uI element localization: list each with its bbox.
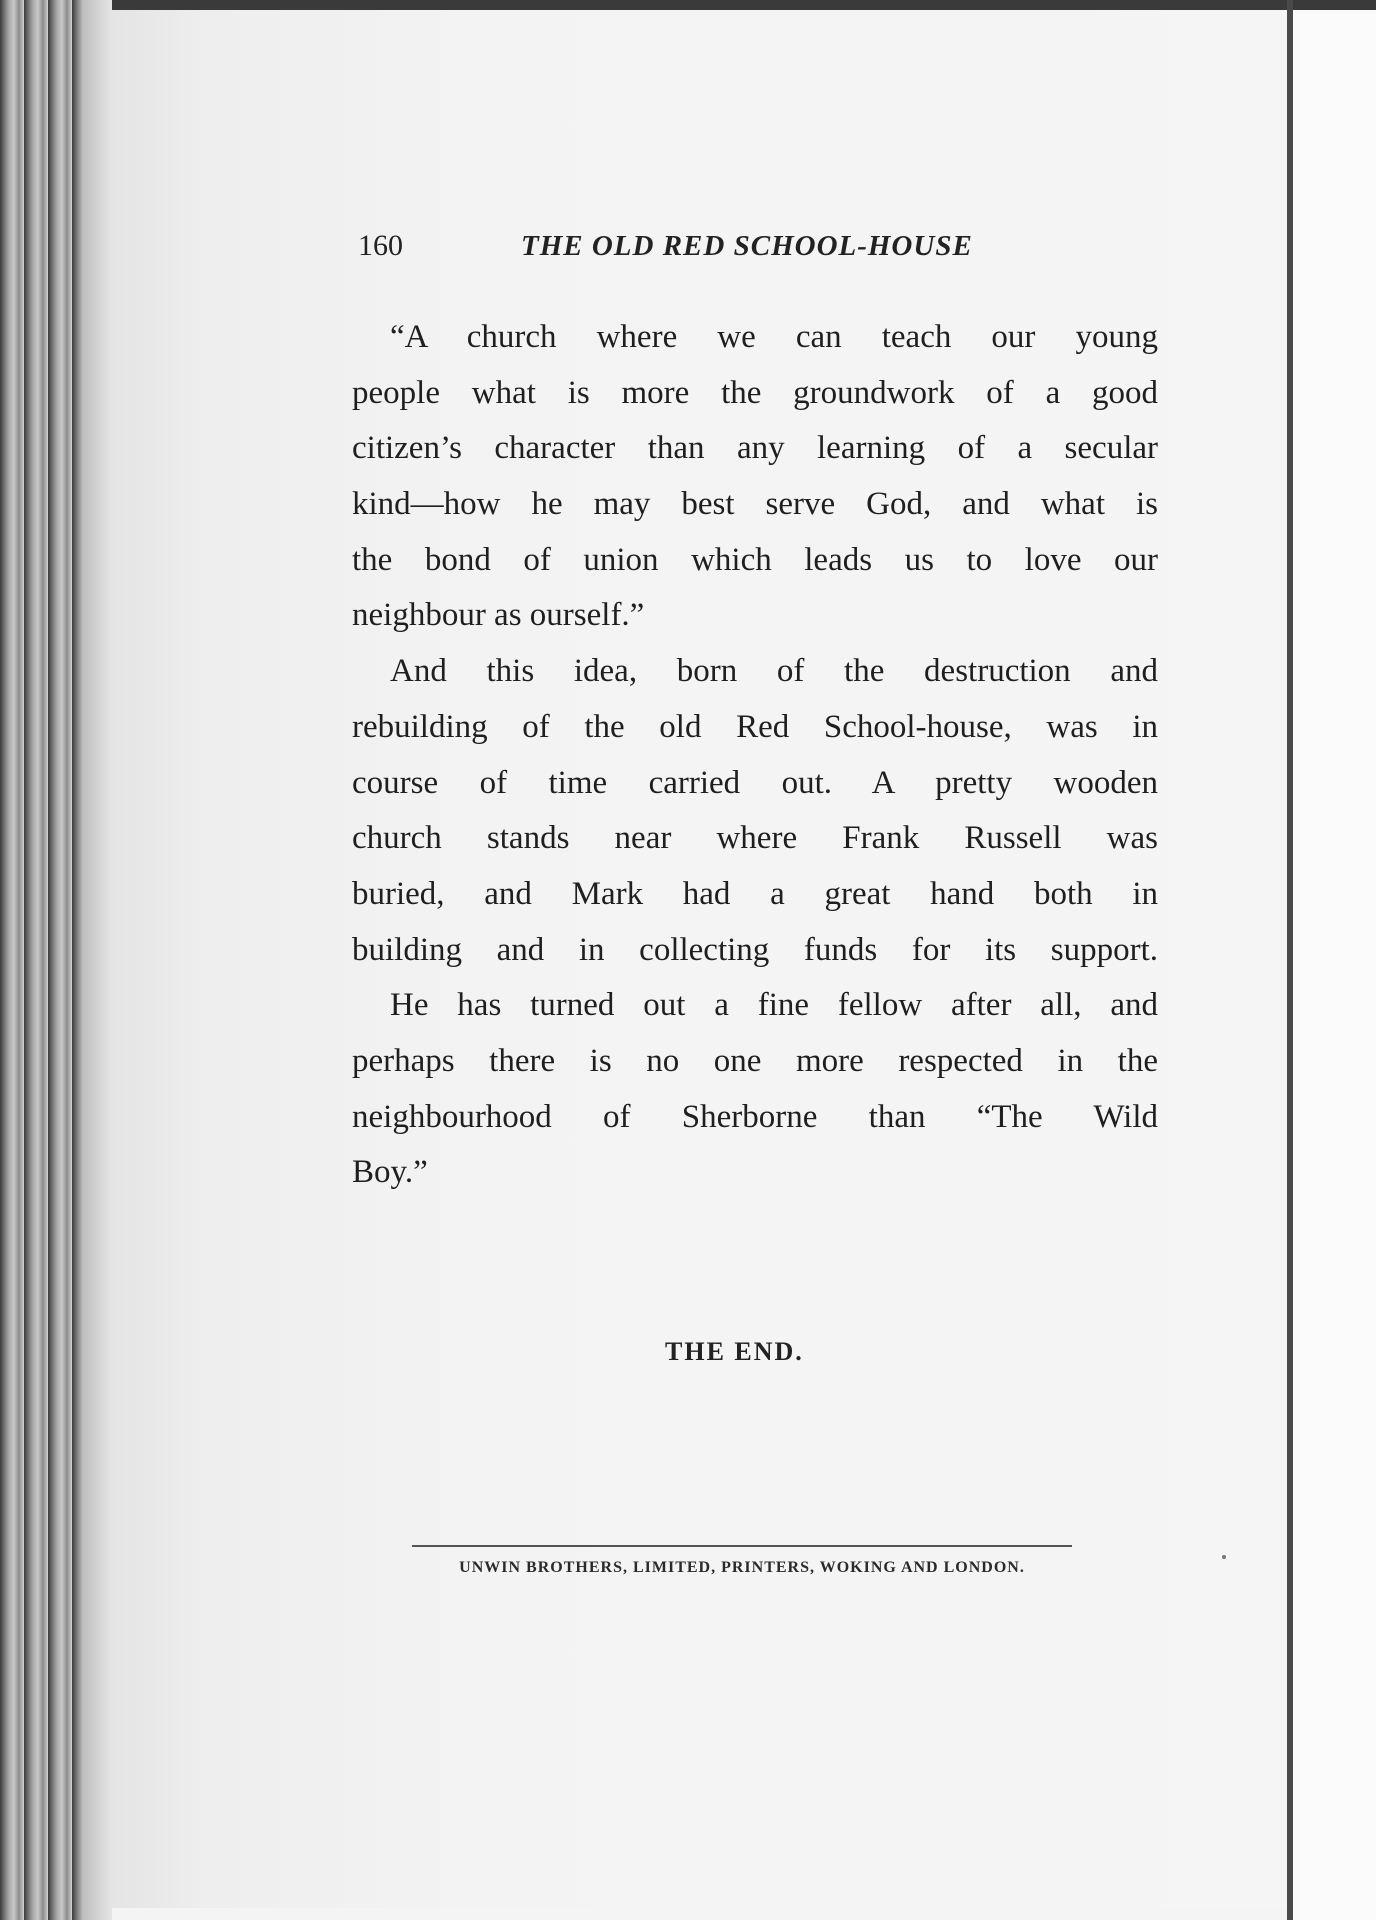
paper-speck (1222, 1555, 1226, 1559)
the-end-mark: THE END. (665, 1337, 804, 1366)
text-line: And this idea, born of the destruction and (390, 653, 1158, 690)
paragraph-1 (352, 310, 1158, 644)
text-line: the bond of union which leads us to love our (352, 541, 1158, 578)
page-number: 160 (358, 229, 403, 262)
text-line: “A church where we can teach our young (390, 319, 1158, 355)
text-line: kind—how he may best serve God, and what is (352, 486, 1158, 523)
text-line: rebuilding of the old Red School-house, was in (352, 708, 1158, 745)
text-line: buried, and Mark had a great hand both in (352, 875, 1158, 912)
text-line: He has turned out a fine fellow after all, and (390, 987, 1158, 1024)
scan-top-edge (0, 0, 1376, 10)
paragraph-3 (352, 978, 1158, 1201)
text-line: people what is more the groundwork of a good (352, 374, 1158, 411)
running-head (358, 224, 1008, 268)
paragraph-2 (352, 644, 1158, 978)
text-line: course of time carried out. A pretty wooden (352, 764, 1158, 801)
text-line: building and in collecting funds for its support. (352, 931, 1158, 968)
text-line: citizen’s character than any learning of a secular (352, 430, 1158, 467)
text-line: Boy.” (352, 1154, 428, 1191)
text-line: neighbour as ourself.” (352, 597, 645, 634)
facing-page-edge (1293, 10, 1376, 1920)
body-text (352, 310, 1158, 1201)
text-line: perhaps there is no one more respected in the (352, 1042, 1158, 1079)
text-line: neighbourhood of Sherborne than “The Wild (352, 1098, 1158, 1135)
running-title: THE OLD RED SCHOOL-HOUSE (521, 230, 973, 262)
printer-imprint: UNWIN BROTHERS, LIMITED, PRINTERS, WOKING AND LONDON. (412, 1545, 1072, 1577)
book-page-edges (0, 0, 112, 1920)
text-line: church stands near where Frank Russell was (352, 820, 1158, 857)
